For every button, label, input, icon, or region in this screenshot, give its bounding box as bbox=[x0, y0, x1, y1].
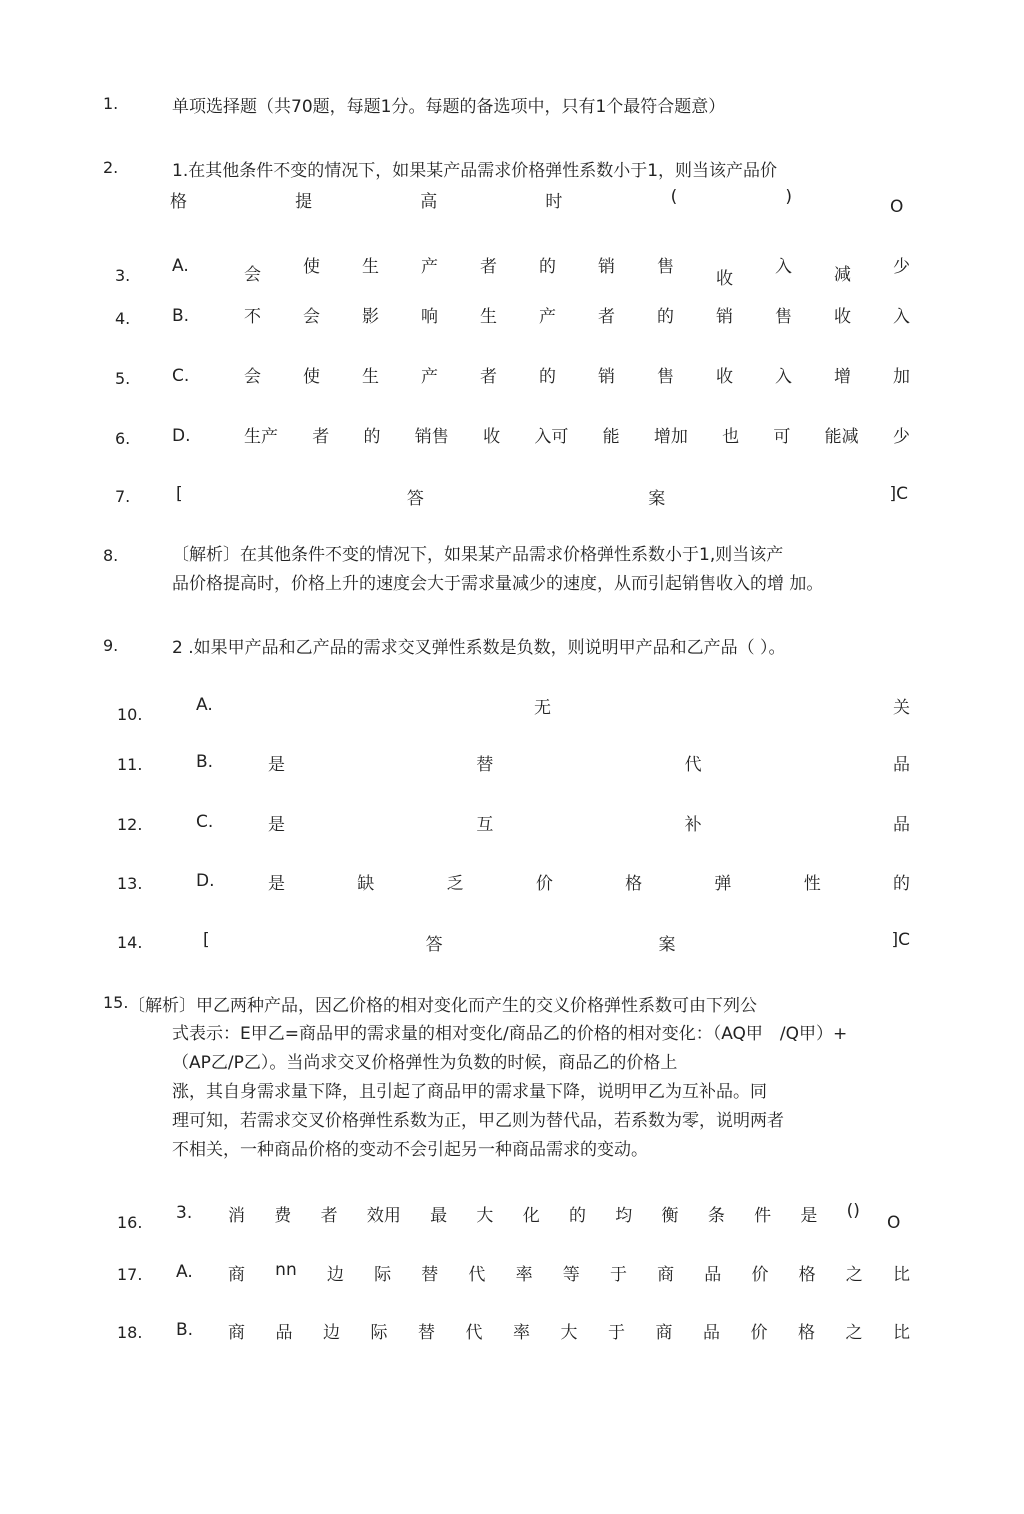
word: 品 bbox=[703, 1323, 720, 1343]
word: 格 bbox=[625, 874, 643, 894]
analysis-paragraph bbox=[172, 541, 932, 599]
analysis-paragraph bbox=[172, 1020, 932, 1165]
option-label: B. bbox=[176, 1320, 194, 1340]
spread-text bbox=[228, 1260, 910, 1285]
word: 代 bbox=[684, 755, 702, 775]
spread-text bbox=[268, 869, 910, 894]
word: 使 bbox=[303, 367, 320, 387]
line-number: 11. bbox=[117, 755, 143, 774]
option-label: C. bbox=[172, 366, 190, 386]
word: 率 bbox=[515, 1265, 533, 1285]
word: 商 bbox=[228, 1323, 245, 1343]
word: 收 bbox=[834, 307, 851, 327]
section-title: 单项选择题（共70题，每题1分。每题的备选项中，只有1个最符合题意） bbox=[172, 97, 726, 117]
spread-text bbox=[203, 930, 910, 955]
word: 产 bbox=[421, 367, 438, 387]
word: 生 bbox=[362, 257, 379, 277]
word: 增 bbox=[834, 367, 851, 387]
line-number: 5. bbox=[115, 369, 131, 388]
analysis-line: 不相关，一种商品价格的变动不会引起另一种商品需求的变动。 bbox=[172, 1140, 648, 1160]
word: 销 bbox=[716, 307, 733, 327]
word: 替 bbox=[418, 1323, 435, 1343]
word: 售 bbox=[657, 367, 674, 387]
word: 等 bbox=[562, 1265, 580, 1285]
line-number: 6. bbox=[115, 429, 131, 448]
word: 条 bbox=[707, 1206, 725, 1226]
word: 格 bbox=[170, 192, 187, 212]
word: 格 bbox=[798, 1323, 815, 1343]
word: 入 bbox=[775, 257, 792, 277]
word: ]C bbox=[889, 484, 908, 504]
word: 增加 bbox=[653, 427, 688, 447]
word: 边 bbox=[323, 1323, 340, 1343]
end-mark: O bbox=[890, 197, 904, 217]
word: 互 bbox=[476, 815, 494, 835]
analysis-line: 涨，其自身需求量下降，且引起了商品甲的需求量下降，说明甲乙为互补品。同 bbox=[172, 1082, 767, 1102]
word: 品 bbox=[892, 755, 910, 775]
word: 价 bbox=[535, 874, 553, 894]
analysis-line: 式表示：E甲乙=商品甲的需求量的相对变化/商品乙的价格的相对变化：（AQ甲 /Q甲）+ bbox=[172, 1024, 848, 1044]
word: 生产 bbox=[244, 427, 278, 447]
word: 最 bbox=[430, 1206, 448, 1226]
word: 生 bbox=[362, 367, 379, 387]
word: 提 bbox=[295, 192, 313, 212]
word: 减 bbox=[834, 265, 851, 285]
word: 售 bbox=[657, 257, 674, 277]
spread-text bbox=[270, 693, 910, 718]
spread-text bbox=[244, 362, 910, 387]
word: 缺 bbox=[357, 874, 375, 894]
word: 会 bbox=[244, 265, 261, 285]
word: 替 bbox=[421, 1265, 439, 1285]
word: [ bbox=[176, 484, 183, 504]
word: 售 bbox=[775, 307, 792, 327]
word: ( bbox=[670, 187, 678, 207]
word: () bbox=[846, 1201, 860, 1221]
analysis-line: 理可知，若需求交叉价格弹性系数为正，甲乙则为替代品，若系数为零，说明两者 bbox=[172, 1111, 784, 1131]
option-label: A. bbox=[176, 1262, 193, 1282]
word: 产 bbox=[421, 257, 438, 277]
word: 比 bbox=[893, 1323, 910, 1343]
word: 化 bbox=[522, 1206, 540, 1226]
analysis-line: 品价格提高时，价格上升的速度会大于需求量减少的速度，从而引起销售收入的增 加。 bbox=[172, 574, 824, 594]
word: 替 bbox=[476, 755, 494, 775]
spread-text bbox=[228, 1201, 860, 1226]
spread-text bbox=[268, 750, 910, 775]
option-label: A. bbox=[196, 695, 213, 715]
spread-text bbox=[268, 810, 910, 835]
word: 的 bbox=[892, 874, 910, 894]
word: nn bbox=[275, 1260, 297, 1280]
word: 加 bbox=[893, 367, 910, 387]
line-number: 4. bbox=[115, 309, 131, 328]
word: 衡 bbox=[661, 1206, 679, 1226]
word: 答 bbox=[425, 935, 443, 955]
word: 于 bbox=[609, 1265, 627, 1285]
word: 品 bbox=[892, 815, 910, 835]
word: 效用 bbox=[366, 1206, 401, 1226]
word: 价 bbox=[750, 1323, 768, 1343]
word: 不 bbox=[244, 307, 261, 327]
word: 品 bbox=[704, 1265, 722, 1285]
line-number: 17. bbox=[117, 1265, 143, 1284]
word: 性 bbox=[803, 874, 821, 894]
word: 格 bbox=[798, 1265, 816, 1285]
word: 销 bbox=[598, 257, 615, 277]
word: ]C bbox=[891, 930, 910, 950]
word: 之 bbox=[845, 1265, 863, 1285]
word: 入可 bbox=[534, 427, 569, 447]
analysis-line: （AP乙/P乙）。当尚求交叉价格弹性为负数的时候，商品乙的价格上 bbox=[172, 1053, 678, 1073]
word: 也 bbox=[722, 427, 740, 447]
word: 销售 bbox=[414, 427, 449, 447]
word: 品 bbox=[275, 1323, 293, 1343]
word: 商 bbox=[655, 1323, 673, 1343]
word: 会 bbox=[303, 307, 320, 327]
word: 的 bbox=[568, 1206, 586, 1226]
word: 是 bbox=[800, 1206, 818, 1226]
word: 之 bbox=[845, 1323, 863, 1343]
word: [ bbox=[203, 930, 210, 950]
word: 是 bbox=[268, 755, 285, 775]
spread-text bbox=[244, 252, 910, 289]
word: 收 bbox=[716, 269, 733, 289]
word: 者 bbox=[480, 367, 497, 387]
line-number: 10. bbox=[117, 705, 143, 724]
line-number: 9. bbox=[103, 636, 119, 655]
word: 大 bbox=[560, 1323, 578, 1343]
word: 商 bbox=[657, 1265, 675, 1285]
line-number: 8. bbox=[103, 546, 119, 565]
spread-text bbox=[244, 422, 910, 447]
word: 时 bbox=[545, 192, 563, 212]
word: 的 bbox=[657, 307, 674, 327]
word: 均 bbox=[615, 1206, 633, 1226]
word: 关 bbox=[893, 698, 910, 718]
line-number: 18. bbox=[117, 1323, 143, 1342]
word: 少 bbox=[893, 257, 910, 277]
word: 入 bbox=[775, 367, 792, 387]
word: 际 bbox=[374, 1265, 392, 1285]
word: 代 bbox=[468, 1265, 486, 1285]
word: 商 bbox=[228, 1265, 245, 1285]
word: 费 bbox=[274, 1206, 292, 1226]
question-text: 2 .如果甲产品和乙产品的需求交叉弹性系数是负数，则说明甲产品和乙产品（ ）。 bbox=[172, 638, 786, 658]
word: 的 bbox=[539, 257, 556, 277]
word: 响 bbox=[421, 307, 438, 327]
word: 无 bbox=[534, 698, 551, 718]
line-number: 15. bbox=[103, 993, 129, 1012]
line-number: 7. bbox=[115, 487, 131, 506]
word: 生 bbox=[480, 307, 497, 327]
word: 案 bbox=[658, 935, 676, 955]
option-label: D. bbox=[172, 426, 191, 446]
word: 入 bbox=[893, 307, 910, 327]
option-label: B. bbox=[196, 752, 214, 772]
line-number: 3. bbox=[115, 266, 131, 285]
option-label: D. bbox=[196, 871, 215, 891]
word: 比 bbox=[892, 1265, 910, 1285]
word: 能 bbox=[602, 427, 620, 447]
word: 者 bbox=[320, 1206, 338, 1226]
line-number: 12. bbox=[117, 815, 143, 834]
word: 的 bbox=[363, 427, 381, 447]
word: 补 bbox=[684, 815, 702, 835]
option-label: C. bbox=[196, 812, 214, 832]
option-label: B. bbox=[172, 306, 190, 326]
word: 能减 bbox=[824, 427, 859, 447]
word: 高 bbox=[420, 192, 438, 212]
word: 收 bbox=[716, 367, 733, 387]
word: 收 bbox=[483, 427, 501, 447]
word: 率 bbox=[513, 1323, 530, 1343]
line-number: 16. bbox=[117, 1213, 143, 1232]
line-number: 13. bbox=[117, 874, 143, 893]
line-number: 1. bbox=[103, 94, 119, 113]
word: 是 bbox=[268, 815, 285, 835]
word: 答 bbox=[406, 489, 424, 509]
analysis-line: 〔解析〕甲乙两种产品，因乙价格的相对变化而产生的交义价格弹性系数可由下列公 bbox=[128, 996, 757, 1016]
word: ) bbox=[785, 187, 792, 207]
word: 大 bbox=[476, 1206, 494, 1226]
option-label: 3. bbox=[176, 1203, 193, 1223]
word: 少 bbox=[892, 427, 910, 447]
line-number: 2. bbox=[103, 158, 119, 177]
word: 案 bbox=[648, 489, 666, 509]
word: 会 bbox=[244, 367, 261, 387]
option-label: A. bbox=[172, 256, 189, 276]
word: 际 bbox=[370, 1323, 388, 1343]
word: 者 bbox=[598, 307, 615, 327]
spread-text bbox=[228, 1318, 910, 1343]
word: 是 bbox=[268, 874, 285, 894]
word: 者 bbox=[480, 257, 497, 277]
end-mark: O bbox=[887, 1213, 901, 1233]
word: 使 bbox=[303, 257, 320, 277]
word: 产 bbox=[539, 307, 556, 327]
spread-text bbox=[244, 302, 910, 327]
spread-text bbox=[170, 187, 792, 212]
word: 销 bbox=[598, 367, 615, 387]
spread-text bbox=[176, 484, 908, 509]
word: 代 bbox=[465, 1323, 483, 1343]
word: 弹 bbox=[714, 874, 732, 894]
word: 者 bbox=[312, 427, 330, 447]
word: 于 bbox=[608, 1323, 625, 1343]
word: 影 bbox=[362, 307, 379, 327]
line-number: 14. bbox=[117, 933, 143, 952]
question-text: 1.在其他条件不变的情况下，如果某产品需求价格弹性系数小于1，则当该产品价 bbox=[172, 161, 778, 181]
word: 边 bbox=[326, 1265, 344, 1285]
word: 可 bbox=[773, 427, 791, 447]
word: 乏 bbox=[446, 874, 464, 894]
analysis-line: 〔解析〕在其他条件不变的情况下，如果某产品需求价格弹性系数小于1,则当该产 bbox=[172, 545, 784, 565]
word: 价 bbox=[751, 1265, 769, 1285]
word: 的 bbox=[539, 367, 556, 387]
word: 消 bbox=[228, 1206, 245, 1226]
word: 件 bbox=[754, 1206, 772, 1226]
